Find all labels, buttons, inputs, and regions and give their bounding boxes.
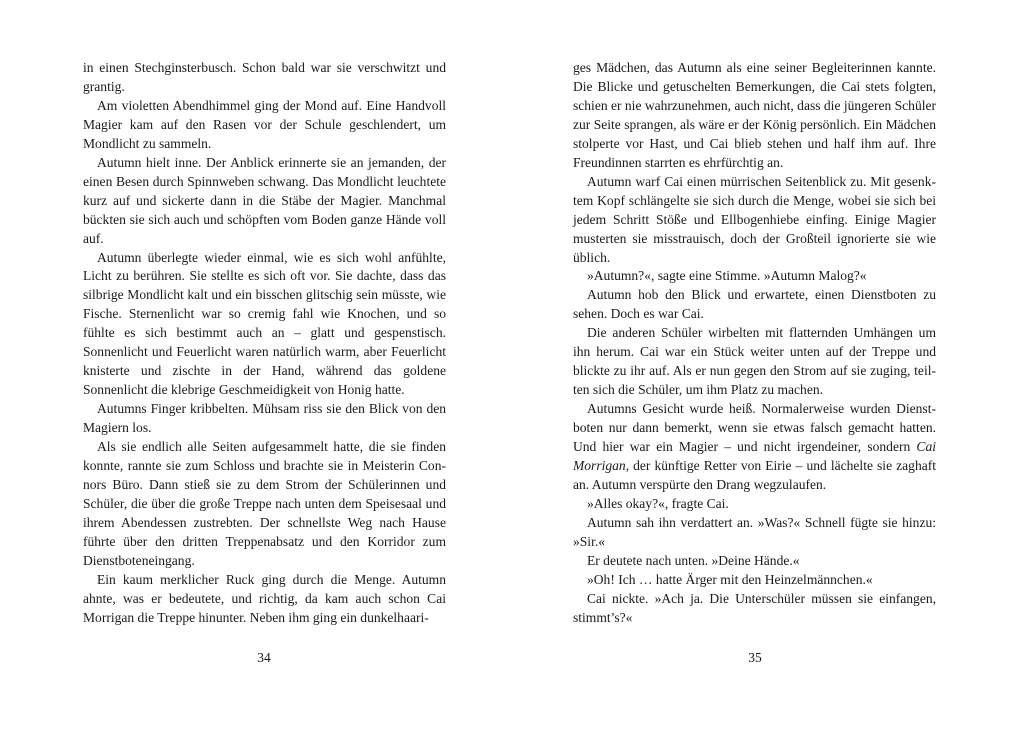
page-number-left: 34 (257, 650, 271, 665)
paragraph-text: , der künftige Retter von Eirie – und lächelte sie zaghaft an. Autumn verspürte den Drang wegzulaufen. (573, 458, 936, 492)
emphasized-name: Cai Morrigan (573, 439, 936, 474)
right-page (510, 0, 1020, 738)
paragraph: Autumn sah ihn verdattert an. »Was?« Schnell fügte sie hinzu: »Sir.« (573, 514, 936, 549)
paragraph: Am violetten Abendhimmel ging der Mond auf. Eine Handvoll Magier kam auf den Rasen vor der Schule geschlendert, um Mondlicht zu sammeln. (83, 97, 446, 151)
paragraph: Autumn hielt inne. Der Anblick erinnerte sie an jemanden, der einen Besen durch Spinnweben schwang. Das Mondlicht leuchtete kurz auf und sickerte dann in die Stäbe der Magier. Manchmal bückten sie sich auch und schöpften vom Boden ganze Hände voll auf. (83, 154, 446, 246)
paragraph: »Autumn?«, sagte eine Stimme. »Autumn Malog?« (587, 268, 867, 284)
paragraph: »Alles okay?«, fragte Cai. (587, 495, 729, 511)
paragraph: Cai nickte. »Ach ja. Die Unterschüler müssen sie einfangen, stimmt’s?« (573, 590, 936, 625)
paragraph: in einen Stechginsterbusch. Schon bald war sie verschwitzt und grantig. (83, 60, 446, 94)
paragraph: Autumns Finger kribbelten. Mühsam riss sie den Blick von den Magiern los. (83, 401, 446, 436)
paragraph: Er deutete nach unten. »Deine Hände.« (587, 552, 800, 568)
paragraph: Ein kaum merklicher Ruck ging durch die Menge. Autumn ahnte, was er bedeutete, und richtig, da kam auch schon Cai Morrigan die Treppe hinunter. Neben ihm ging ein dunkelhaari- (83, 571, 446, 625)
paragraph: Autumn hob den Blick und erwartete, einen Dienstboten zu sehen. Doch es war Cai. (573, 287, 936, 322)
paragraph: »Oh! Ich … hatte Ärger mit den Heinzelmännchen.« (587, 571, 873, 587)
paragraph: ges Mädchen, das Autumn als eine seiner Begleiterinnen kannte. Die Blicke und getuschelten Bemerkungen, die Cai stets folgten, schien er nie wahrzunehmen, auch nicht, dass die jüngeren Schüler zur Seite sprangen, als wäre er der König persönlich. Ein Mädchen stolperte vor Hast, und Cai blieb stehen und half ihm auf. Ihre Freundinnen starrten es ehrfürchtig an. (573, 60, 937, 170)
left-page-text (83, 59, 446, 628)
paragraph (573, 400, 936, 495)
paragraph: Die anderen Schüler wirbelten mit flatternden Umhängen um ihn herum. Cai war ein Stück weiter unten auf der Treppe und blickte zu ihr auf. Als er nun gegen den Strom auf sie zuging, teilten sich die Schüler, um ihm Platz zu machen. (573, 325, 936, 398)
paragraph-text: Autumns Gesicht wurde heiß. Normalerweise wurden Dienstboten nur dann bemerkt, wenn sie etwas falsch gemacht hatten. Und hier war ein Magier – und nicht irgendeiner, sondern (573, 401, 936, 455)
right-page-text (573, 59, 936, 628)
page-number-right: 35 (748, 650, 762, 665)
paragraph: Autumn überlegte wieder einmal, wie es sich wohl anfühlte, Licht zu berühren. Sie stellte es sich oft vor. Sie dachte, dass das silbrige Mondlicht kalt und ein bisschen glitschig sein müsste, wie Fische. Sternenlicht war so cremig fahl wie Knochen, und so fühlte es sich bestimmt auch an – glatt und gespenstisch. Sonnenlicht und Feuerlicht waren natürlich warm, aber Feuerlicht knisterte und zischte in der Hand, während das goldene Sonnenlicht die klebrige Geschmeidigkeit von Honig hatte. (83, 249, 446, 398)
paragraph: Als sie endlich alle Seiten aufgesammelt hatte, die sie finden konnte, rannte sie zum Schloss und brachte sie in Meisterin Connors Büro. Dann stieß sie zu dem Strom der Schülerinnen und Schüler, die über die große Treppe nach unten dem Speisesaal und ihrem Abendessen zustrebten. Der schnellste Weg nach Hause führte über den dritten Treppenabsatz und den Korridor zum Dienstboteneingang. (83, 439, 446, 568)
paragraph: Autumn warf Cai einen mürrischen Seitenblick zu. Mit gesenktem Kopf schlängelte sie sich durch die Menge, wobei sie sich bei jedem Schritt Stöße und Ellbogenhiebe einfing. Einige Magier musterten sie misstrauisch, doch der Großteil ignorierte sie wie üblich. (573, 173, 936, 265)
